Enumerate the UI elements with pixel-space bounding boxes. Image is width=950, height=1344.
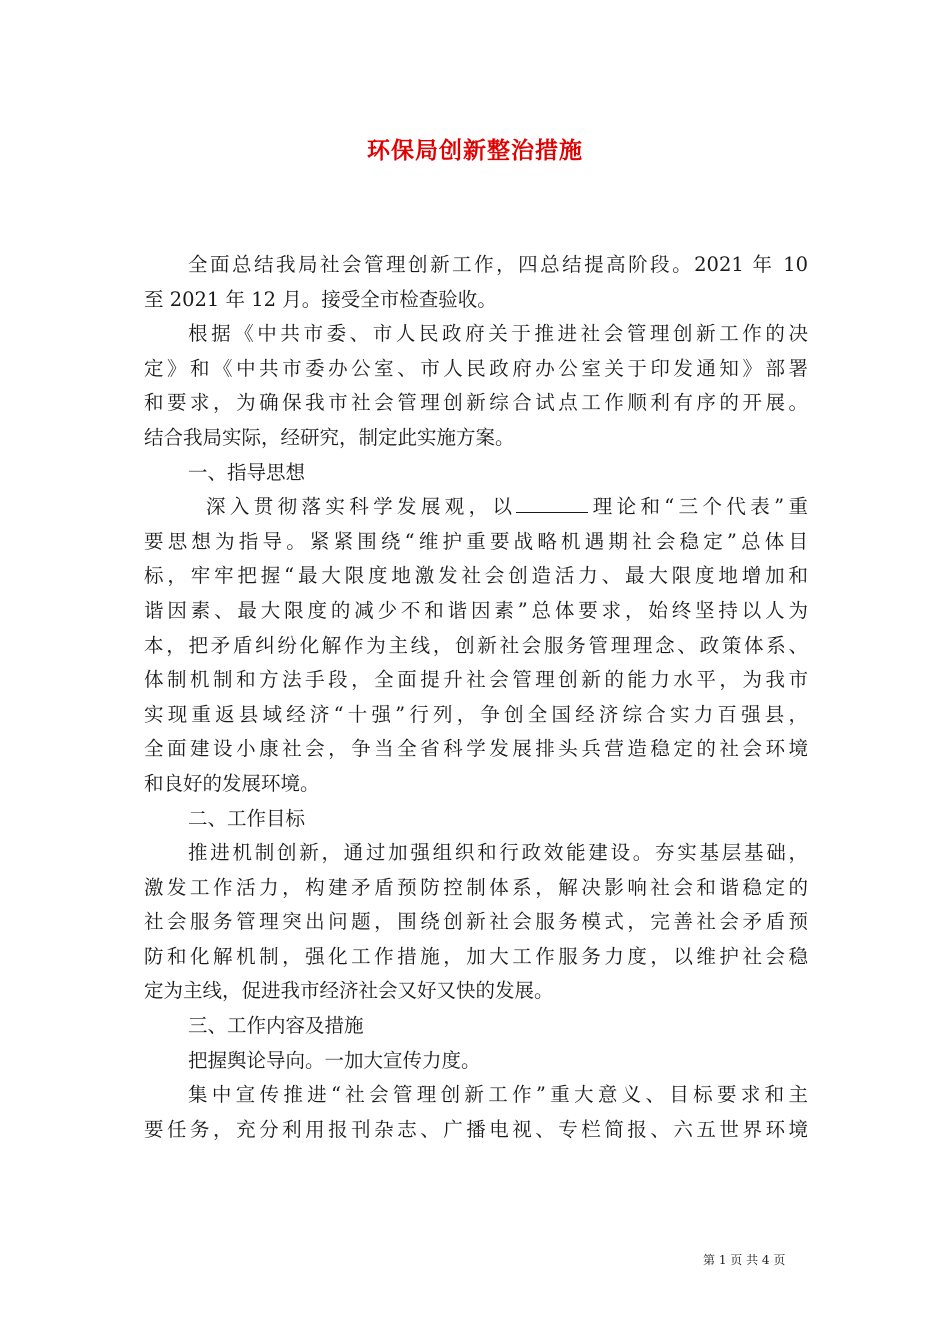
paragraph-line: 至 2021 年 12 月。接受全市检查验收。 — [144, 287, 497, 311]
paragraph-line — [144, 490, 808, 525]
paragraph-line: 定为主线，促进我市经济社会又好又快的发展。 — [144, 979, 554, 1003]
paragraph-line: 全面建设小康社会，争当全省科学发展排头兵营造稳定的社会环境 — [144, 737, 808, 761]
page-title: 环保局创新整治措施 — [367, 137, 583, 164]
paragraph-line: 社会服务管理突出问题，围绕创新社会服务模式，完善社会矛盾预 — [144, 910, 808, 934]
paragraph-line: 实现重返县域经济“十强”行列，争创全国经济综合实力百强县， — [144, 702, 808, 726]
section-heading: 二、工作目标 — [188, 806, 306, 830]
paragraph-text: 深入贯彻落实科学发展观，以 — [206, 495, 517, 519]
paragraph-line: 结合我局实际，经研究，制定此实施方案。 — [144, 425, 515, 449]
paragraph-line: 防和化解机制，强化工作措施，加大工作服务力度，以维护社会稳 — [144, 944, 808, 968]
document-body — [144, 248, 808, 1147]
paragraph-line: 激发工作活力，构建矛盾预防控制体系，解决影响社会和谐稳定的 — [144, 875, 808, 899]
paragraph-line: 本，把矛盾纠纷化解作为主线，创新社会服务管理理念、政策体系、 — [144, 633, 808, 657]
paragraph-text: 理论和“三个代表”重 — [588, 495, 808, 519]
paragraph-line: 集中宣传推进“社会管理创新工作”重大意义、目标要求和主 — [188, 1083, 808, 1107]
paragraph-line: 和良好的发展环境。 — [144, 771, 320, 795]
paragraph-line: 把握舆论导向。一加大宣传力度。 — [188, 1048, 481, 1072]
paragraph-line: 定》和《中共市委办公室、市人民政府办公室关于印发通知》部署 — [144, 356, 808, 380]
paragraph-line: 体制机制和方法手段，全面提升社会管理创新的能力水平，为我市 — [144, 668, 808, 692]
paragraph-line: 和要求，为确保我市社会管理创新综合试点工作顺利有序的开展。 — [144, 391, 808, 415]
section-heading: 三、工作内容及措施 — [188, 1014, 364, 1038]
paragraph-line: 根据《中共市委、市人民政府关于推进社会管理创新工作的决 — [188, 322, 808, 346]
paragraph-line: 标，牢牢把握“最大限度地激发社会创造活力、最大限度地增加和 — [144, 564, 808, 588]
page-number: 第 1 页 共 4 页 — [703, 1253, 786, 1267]
paragraph-line: 要思想为指导。紧紧围绕“维护重要战略机遇期社会稳定”总体目 — [144, 529, 808, 553]
paragraph-line: 要任务，充分利用报刊杂志、广播电视、专栏简报、六五世界环境 — [144, 1117, 808, 1141]
section-heading: 一、指导思想 — [188, 460, 306, 484]
paragraph-line: 推进机制创新，通过加强组织和行政效能建设。夯实基层基础， — [188, 841, 808, 865]
paragraph-line: 全面总结我局社会管理创新工作，四总结提高阶段。2021 年 10 — [188, 253, 808, 276]
paragraph-line: 谐因素、最大限度的减少不和谐因素”总体要求，始终坚持以人为 — [144, 598, 808, 622]
fill-in-blank — [516, 490, 588, 513]
